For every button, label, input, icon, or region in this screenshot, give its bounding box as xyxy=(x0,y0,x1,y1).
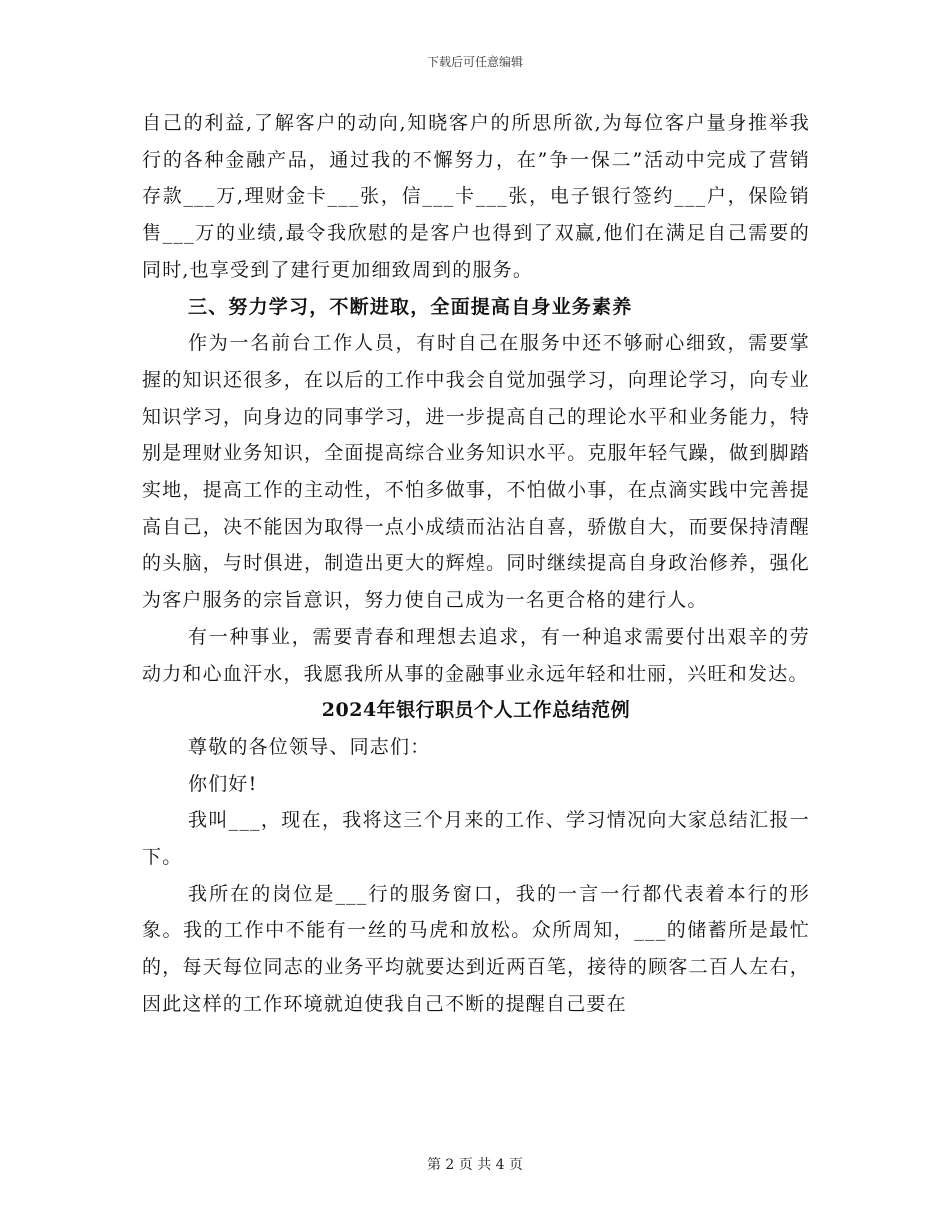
hello-line: 你们好! xyxy=(188,772,258,795)
document-body xyxy=(142,105,810,1023)
section-heading: 三、努力学习，不断进取，全面提高自身业务素养 xyxy=(188,295,633,318)
page-footer: 第 2 页 共 4 页 xyxy=(426,1157,524,1173)
greeting-line: 尊敬的各位领导、同志们： xyxy=(188,735,431,758)
paragraph-intro: 我叫___，现在，我将这三个月来的工作、学习情况向大家总结汇报一下。 xyxy=(142,809,810,869)
paragraph-closing: 有一种事业，需要青春和理想去追求，有一种追求需要付出艰辛的劳动力和心血汗水，我愿我所从事的金融事业永远年轻和壮丽，兴旺和发达。 xyxy=(142,625,810,685)
paragraph-continuation: 自己的利益,了解客户的动向,知晓客户的所思所欲,为每位客户量身推举我行的各种金融产品，通过我的不懈努力，在”争一保二”活动中完成了营销存款___万,理财金卡___张，信___卡___张，电子银行签约___户，保险销售___万的业绩,最令我欣慰的是客户也得到了双赢,他们在满足自己需要的同时,也享受到了建行更加细致周到的服务。 xyxy=(142,112,810,281)
page-header: 下载后可任意编辑 xyxy=(426,55,523,69)
paragraph-position: 我所在的岗位是___行的服务窗口，我的一言一行都代表着本行的形象。我的工作中不能有一丝的马虎和放松。众所周知，___的储蓄所是最忙的，每天每位同志的业务平均就要达到近两百笔，接待的顾客二百人左右，因此这样的工作环境就迫使我自己不断的提醒自己要在 xyxy=(142,882,810,1015)
paragraph-study: 作为一名前台工作人员，有时自己在服务中还不够耐心细致，需要掌握的知识还很多，在以后的工作中我会自觉加强学习，向理论学习，向专业知识学习，向身边的同事学习，进一步提高自己的理论水平和业务能力，特别是理财业务知识，全面提高综合业务知识水平。克服年轻气躁，做到脚踏实地，提高工作的主动性，不怕多做事，不怕做小事，在点滴实践中完善提高自己，决不能因为取得一点小成绩而沾沾自喜，骄傲自大，而要保持清醒的头脑，与时俱进，制造出更大的辉煌。同时继续提高自身政治修养，强化为客户服务的宗旨意识，努力使自己成为一名更合格的建行人。 xyxy=(142,332,810,612)
document-title: 2024年银行职员个人工作总结范例 xyxy=(321,699,631,722)
